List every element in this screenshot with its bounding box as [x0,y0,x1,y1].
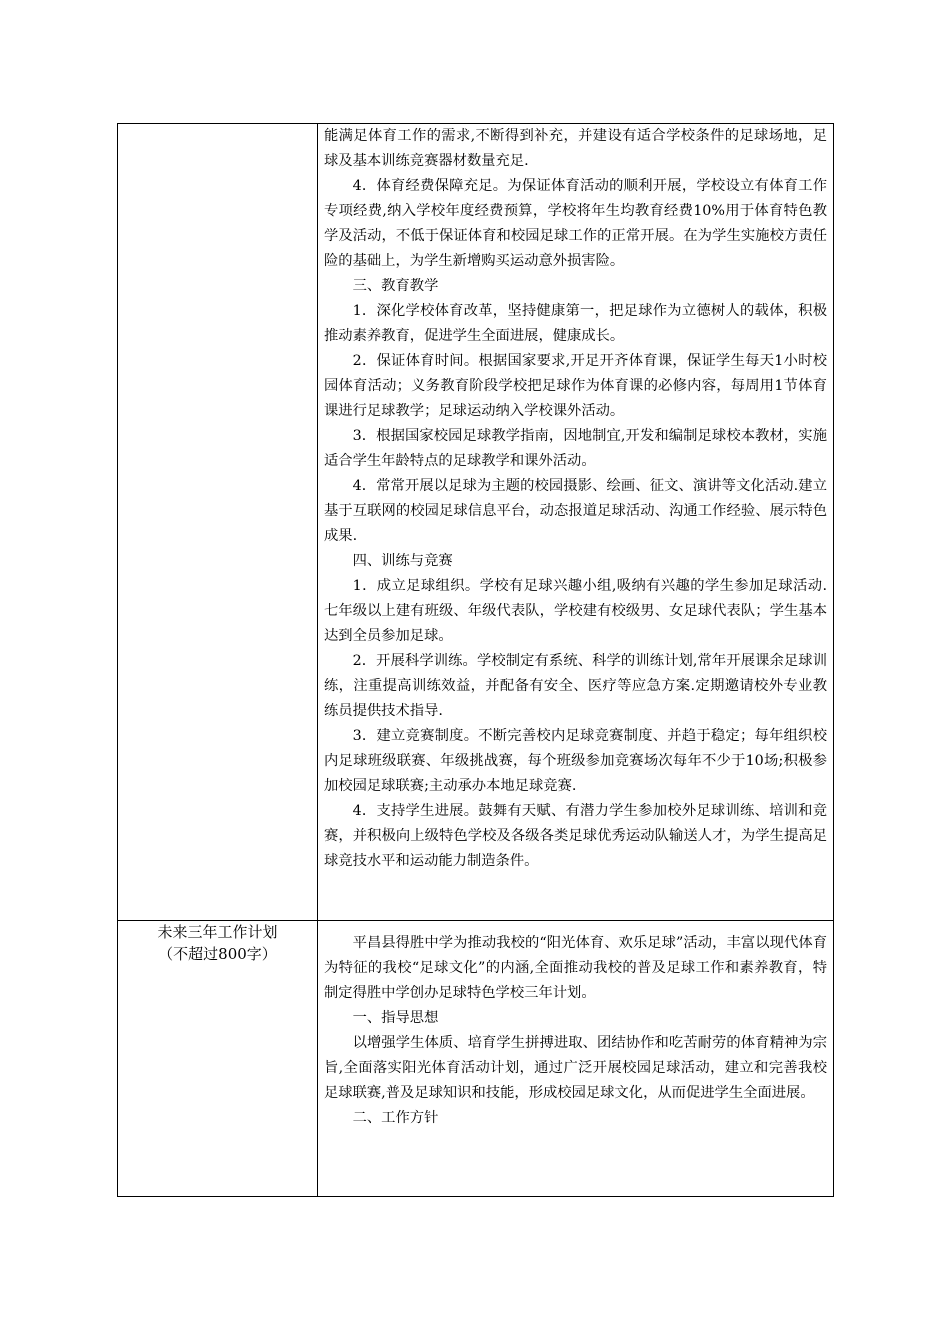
paragraph: 2．保证体育时间。根据国家要求,开足开齐体育课，保证学生每天1小时校园体育活动；义务教育阶段学校把足球作为体育课的必修内容，每周用1节体育课进行足球教学；足球运动纳入学校课外活动。 [324,353,827,419]
section-heading: 二、工作方针 [352,1110,439,1126]
paragraph: 1．深化学校体育改革，坚持健康第一，把足球作为立德树人的载体，积极推动素养教育，促进学生全面进展，健康成长。 [324,303,827,344]
paragraph: 1．成立足球组织。学校有足球兴趣小组,吸纳有兴趣的学生参加足球活动.七年级以上建有班级、年级代表队，学校建有校级男、女足球代表队；学生基本达到全员参加足球。 [324,578,827,644]
left-empty-cell [118,124,318,921]
table-row [118,124,834,921]
paragraph: 4．常常开展以足球为主题的校园摄影、绘画、征文、演讲等文化活动.建立基于互联网的校园足球信息平台，动态报道足球活动、沟通工作经验、展示特色成果. [324,478,827,544]
future-plan-label-cell [118,921,318,1197]
paragraph: 2．开展科学训练。学校制定有系统、科学的训练计划,常年开展课余足球训练，注重提高训练效益，并配备有安全、医疗等应急方案.定期邀请校外专业教练员提供技术指导. [324,653,827,719]
paragraph: 以增强学生体质、培育学生拼搏进取、团结协作和吃苦耐劳的体育精神为宗旨,全面落实阳光体育活动计划，通过广泛开展校园足球活动，建立和完善我校足球联赛,普及足球知识和技能，形成校园足球文化，从而促进学生全面进展。 [324,1035,827,1101]
section-heading: 三、教育教学 [352,278,439,294]
table-row [118,921,834,1197]
paragraph: 4．体育经费保障充足。为保证体育活动的顺利开展，学校设立有体育工作专项经费,纳入学校年度经费预算，学校将年生均教育经费10%用于体育特色教学及活动，不低于保证体育和校园足球工作的正常开展。在为学生实施校方责任险的基础上，为学生新增购买运动意外损害险。 [324,178,827,269]
document-table [117,123,834,1197]
paragraph: 平昌县得胜中学为推动我校的“阳光体育、欢乐足球”活动，丰富以现代体育为特征的我校“足球文化”的内涵,全面推动我校的普及足球工作和素养教育，特制定得胜中学创办足球特色学校三年计划。 [324,935,827,1001]
continued-content-cell [318,124,834,921]
section-heading: 一、指导思想 [352,1010,439,1026]
paragraph: 能满足体育工作的需求,不断得到补充，并建设有适合学校条件的足球场地，足球及基本训练竞赛器材数量充足. [324,128,827,169]
future-plan-label: 未来三年工作计划 [157,923,278,941]
future-plan-content-cell [318,921,834,1197]
word-limit-note: （不超过800字） [158,945,277,963]
paragraph: 3．根据国家校园足球教学指南，因地制宜,开发和编制足球校本教材，实施适合学生年龄特点的足球教学和课外活动。 [324,428,827,469]
paragraph: 3．建立竞赛制度。不断完善校内足球竞赛制度、并趋于稳定；每年组织校内足球班级联赛、年级挑战赛，每个班级参加竞赛场次每年不少于10场;积极参加校园足球联赛;主动承办本地足球竞赛. [324,728,827,794]
paragraph: 4．支持学生进展。鼓舞有天赋、有潜力学生参加校外足球训练、培训和竞赛，并积极向上级特色学校及各级各类足球优秀运动队输送人才，为学生提高足球竞技水平和运动能力制造条件。 [324,803,827,869]
section-heading: 四、训练与竞赛 [352,553,453,569]
